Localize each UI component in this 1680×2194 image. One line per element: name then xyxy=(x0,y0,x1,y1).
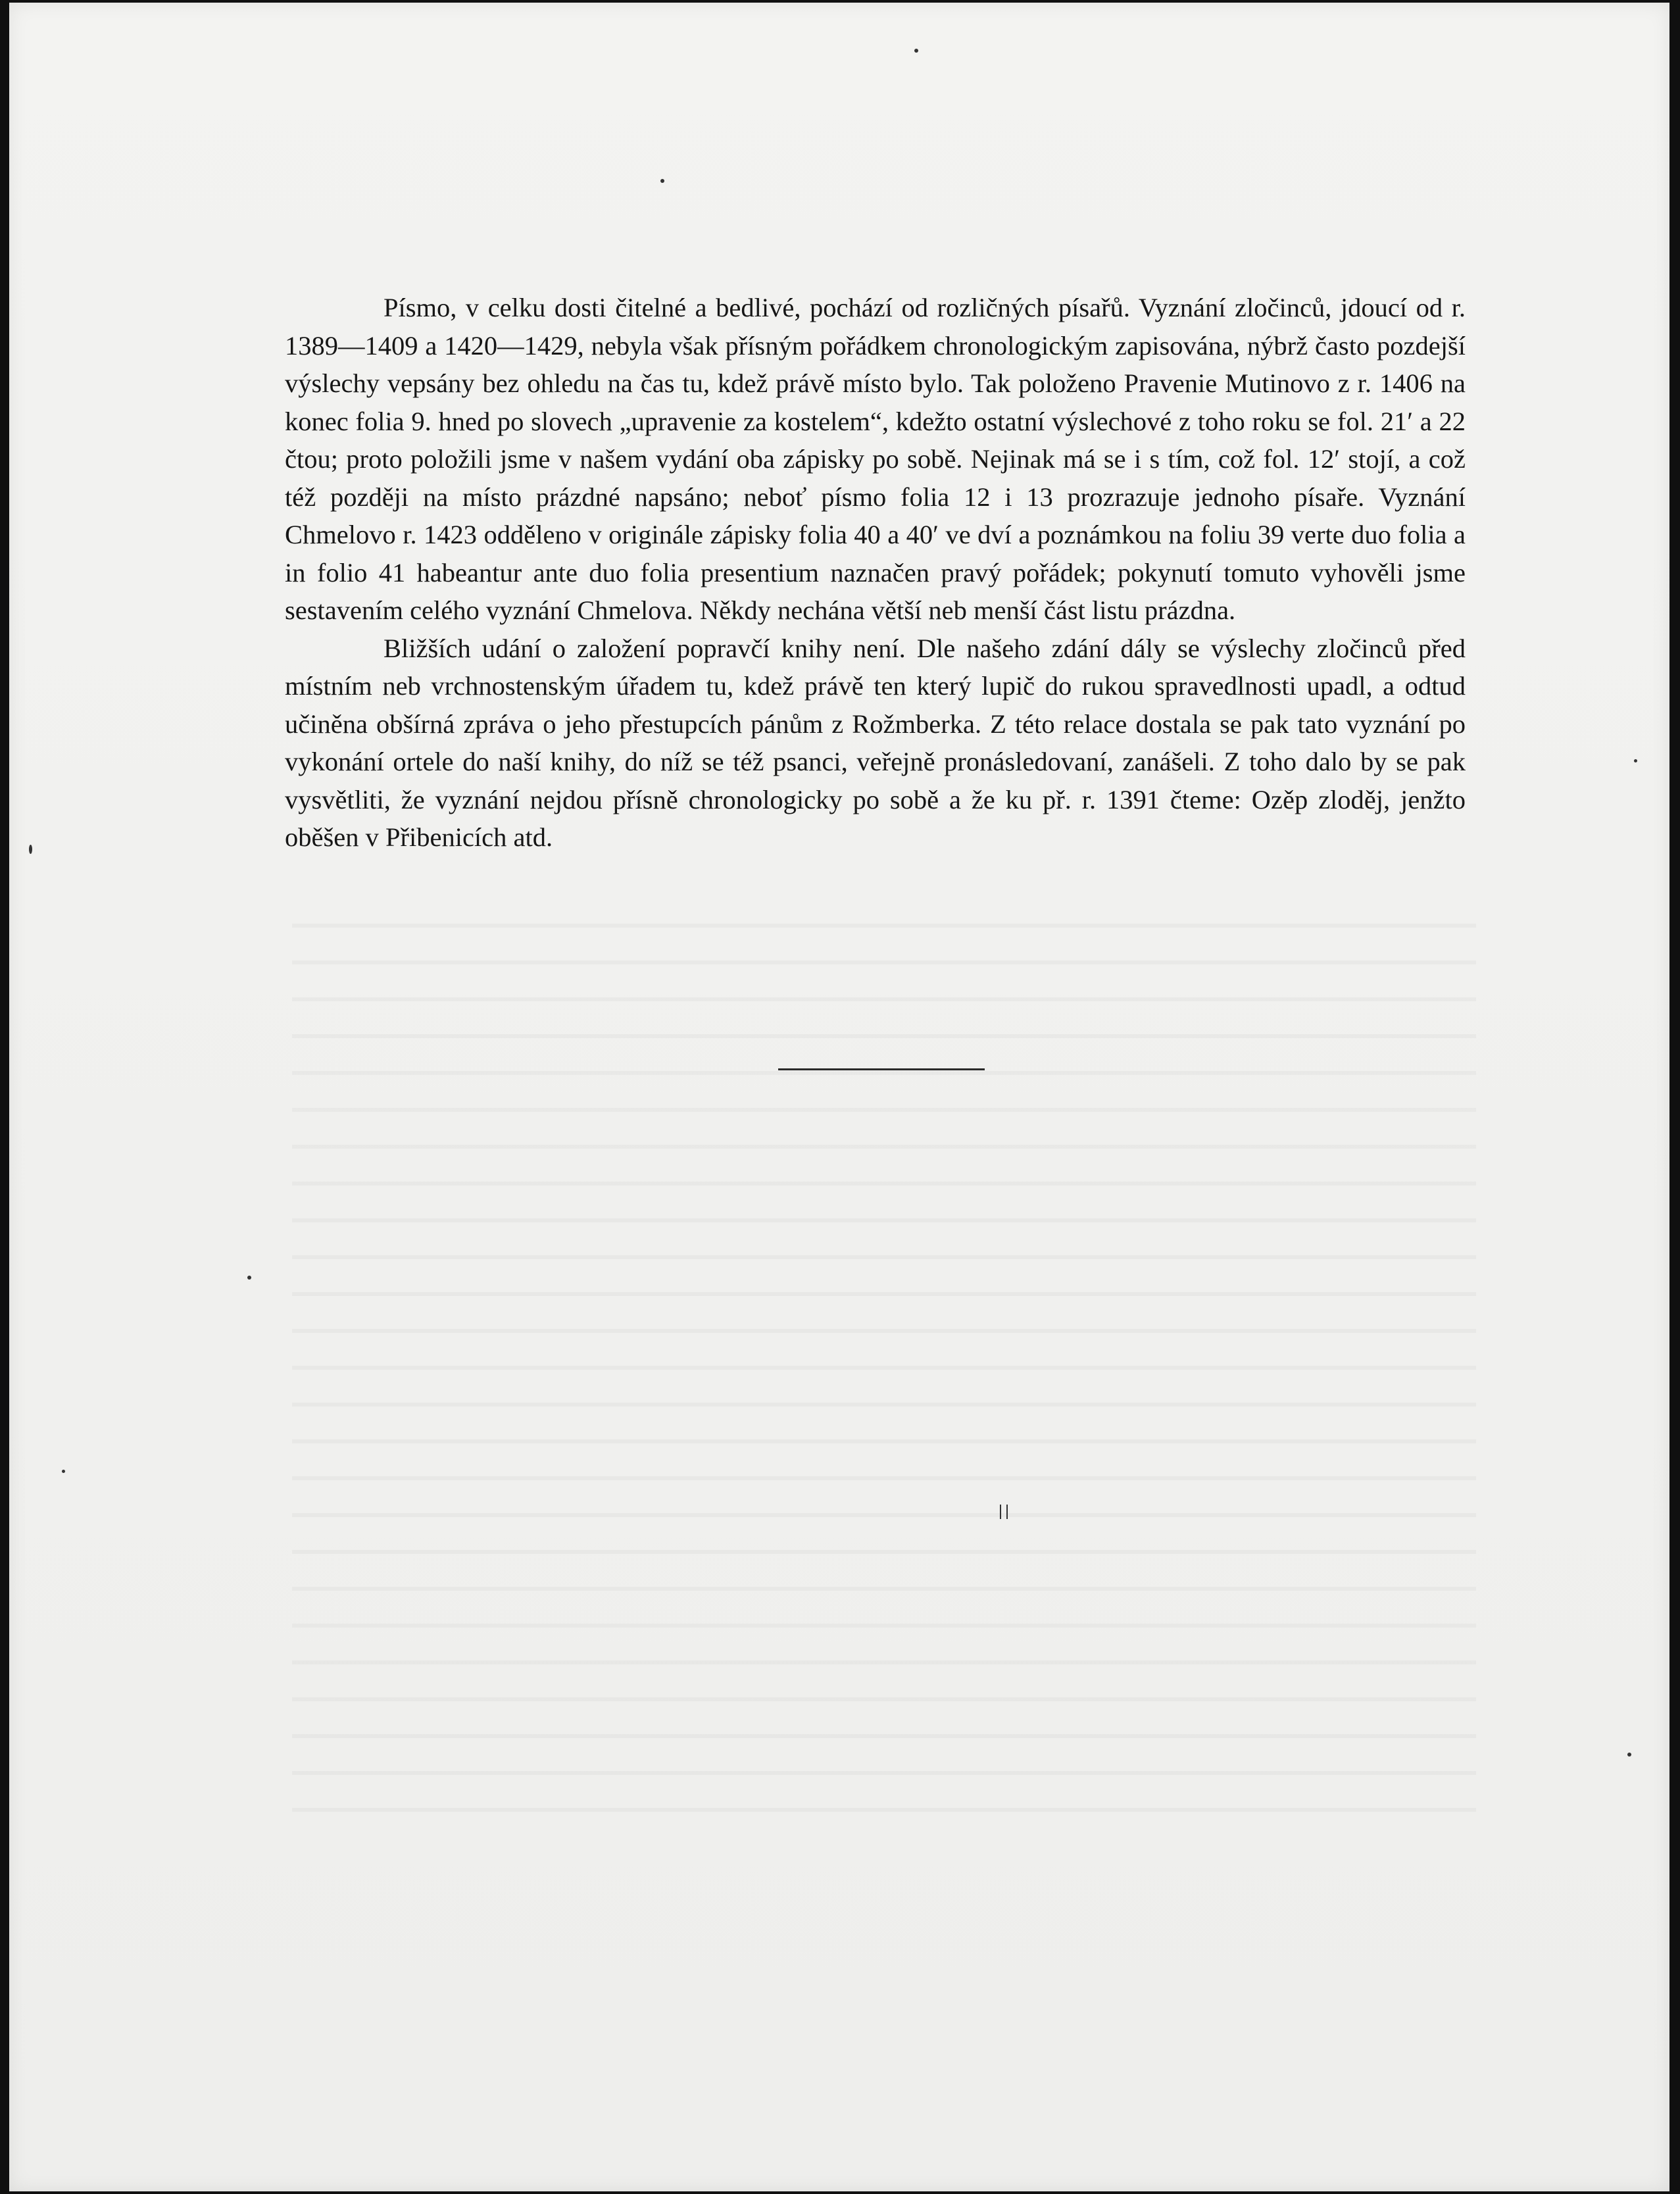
dust-speck xyxy=(1000,1505,1001,1519)
dust-speck xyxy=(914,49,918,53)
dust-speck xyxy=(62,1470,65,1473)
document-page xyxy=(9,3,1669,2191)
dust-speck xyxy=(29,845,32,854)
dust-speck xyxy=(660,179,664,183)
body-text xyxy=(285,289,1466,857)
show-through-text xyxy=(292,924,1476,1845)
dust-speck xyxy=(247,1276,251,1280)
section-divider-rule xyxy=(778,1068,985,1070)
dust-speck xyxy=(1627,1753,1631,1757)
dust-speck xyxy=(1006,1505,1008,1519)
paragraph-2: Bližších udání o založení popravčí knihy není. Dle našeho zdání dály se výslechy zločinců před místním neb vrchnostenským úřadem tu, kdež právě ten který lupič do rukou spravedlnosti upadl, a odtud učiněna obšírná zpráva o jeho přestupcích pánům z Rožmberka. Z této relace dostala se pak tato vyznání po vykonání ortele do naší knihy, do níž se též psanci, veřejně pronásledovaní, zanášeli. Z toho dalo by se pak vysvětliti, že vyznání nejdou přísně chronologicky po sobě a že ku př. r. 1391 čteme: Ozěp zloděj, jenžto oběšen v Přibenicích atd. xyxy=(285,633,1466,852)
paragraph-1: Písmo, v celku dosti čitelné a bedlivé, pochází od rozličných písařů. Vyznání zločinců, jdoucí od r. 1389—1409 a 1420—1429, nebyla však přísným pořádkem chronologickým zapisována, nýbrž často pozdejší výslechy vepsány bez ohledu na čas tu, kdež právě místo bylo. Tak položeno Pravenie Mutinovo z r. 1406 na konec folia 9. hned po slovech „upravenie za kostelem“, kdežto ostatní výslechové z toho roku se fol. 21′ a 22 čtou; proto položili jsme v našem vydání oba zápisky po sobě. Nejinak má se i s tím, což fol. 12′ stojí, a což též později na místo prázdné napsáno; neboť písmo folia 12 i 13 prozrazuje jednoho písaře. Vyznání Chmelovo r. 1423 odděleno v originále zápisky folia 40 a 40′ ve dví a poznámkou na foliu 39 verte duo folia a in folio 41 habeantur ante duo folia presentium naznačen pravý pořádek; pokynutí tomuto vyhověli jsme sestavením celého vyznání Chmelova. Někdy nechána větší neb menší část listu prázdna. xyxy=(285,293,1466,625)
dust-speck xyxy=(1634,759,1637,762)
